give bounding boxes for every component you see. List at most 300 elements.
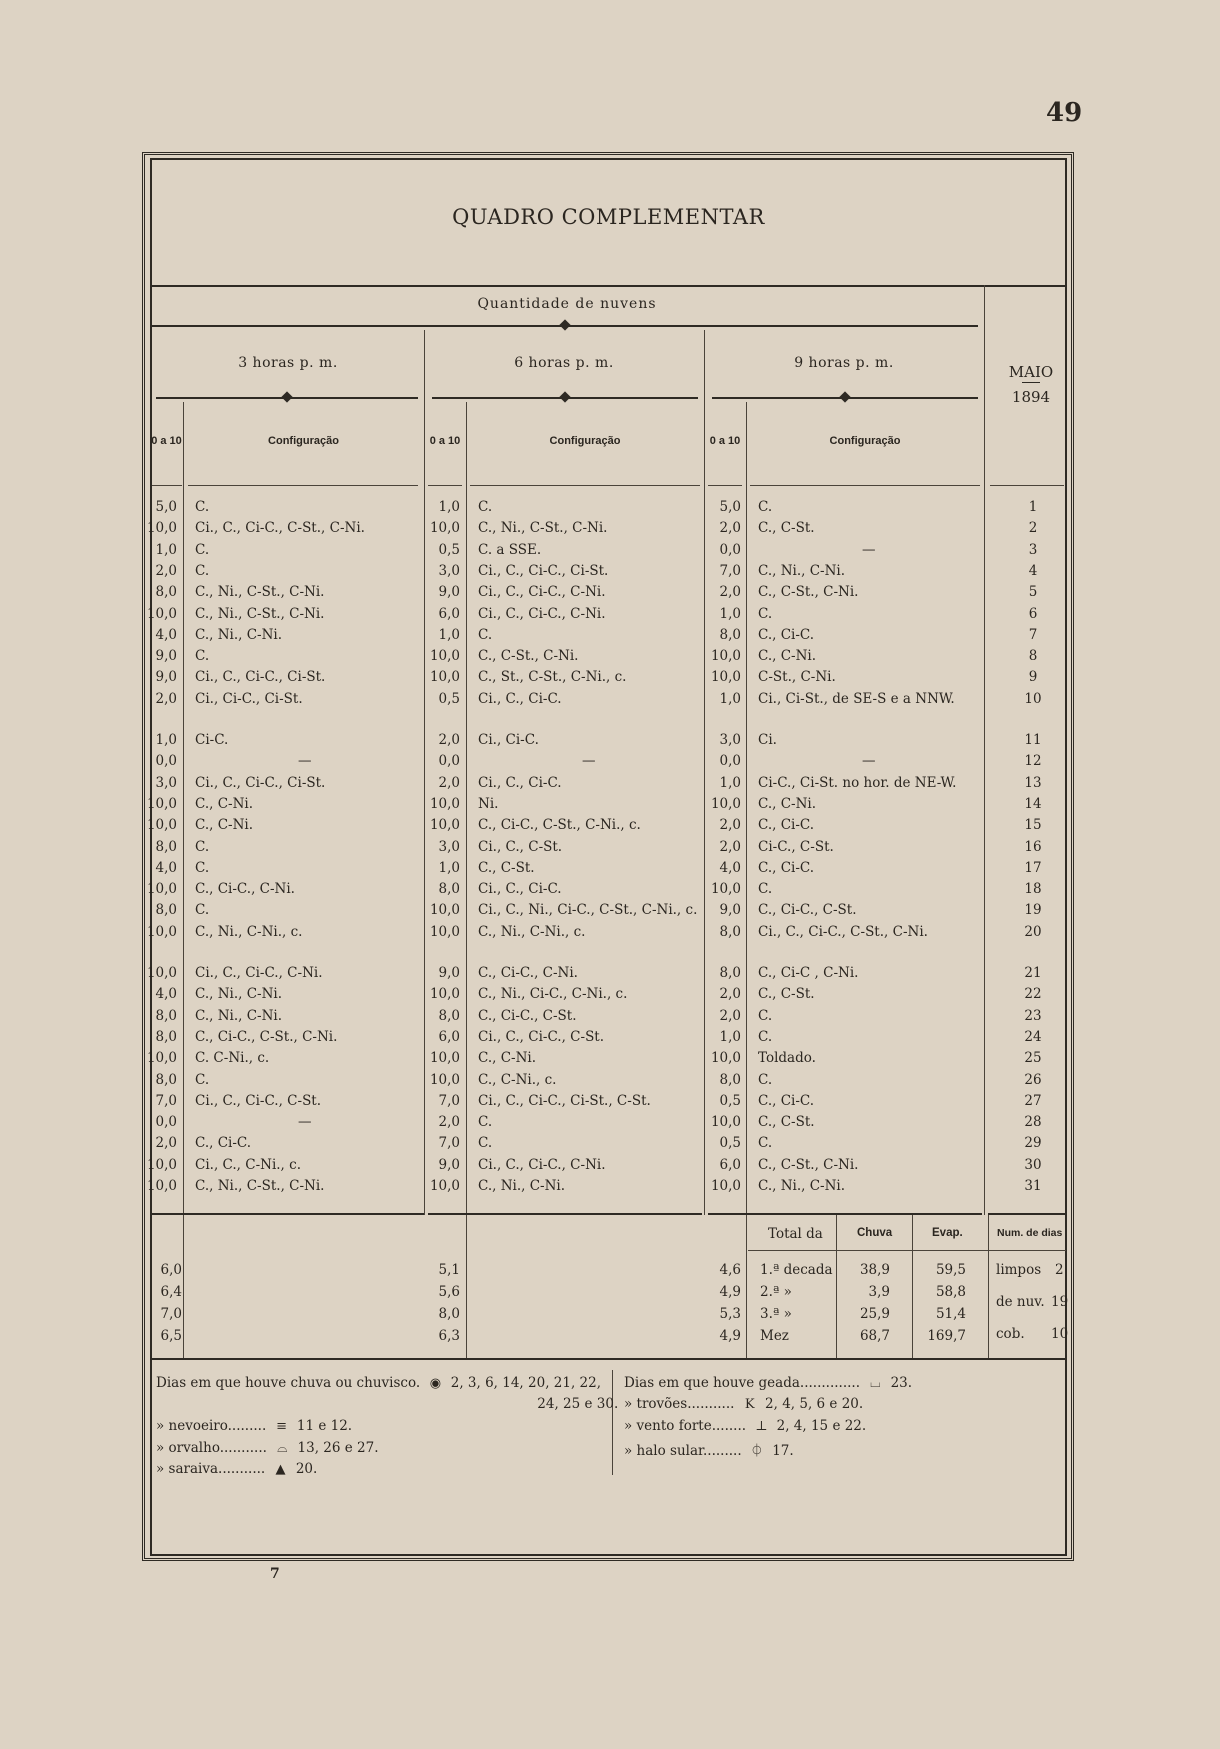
day-number: 15 — [1024, 817, 1042, 834]
cloud-3h-config: C., Ci-C., C-St., C-Ni. — [195, 1028, 338, 1045]
cloud-6h-config: Ci., C., Ci-C. — [478, 774, 562, 791]
cloud-3h-config: C., C-Ni. — [195, 817, 254, 834]
cloud-6h-value: 10,0 — [429, 902, 460, 919]
cloud-3h-config: Ci-C. — [195, 732, 229, 748]
page-number: 49 — [1046, 98, 1083, 128]
cloud-6h-value: 10,0 — [429, 795, 460, 812]
cloud-9h-config: C-St., C-Ni. — [758, 669, 836, 686]
cloud-6h-value: 2,0 — [438, 1114, 460, 1131]
total-3h-mean: 6,5 — [160, 1328, 182, 1344]
hour-header-3: 3 horas p. m. — [238, 355, 338, 371]
cloud-9h-config: C. — [758, 605, 773, 622]
cloud-9h-value: 1,0 — [719, 605, 741, 622]
total-3h-mean: 7,0 — [160, 1306, 182, 1322]
cloud-3h-value: 10,0 — [146, 795, 177, 812]
table-row — [0, 1133, 1220, 1154]
header-rule-a — [152, 485, 182, 486]
table-row — [0, 604, 1220, 625]
day-number: 29 — [1024, 1135, 1042, 1152]
table-row — [0, 1155, 1220, 1176]
total-period-label: 1.ª decada — [760, 1262, 833, 1278]
footer-line — [624, 1396, 863, 1412]
cloud-6h-value: 10,0 — [429, 648, 460, 665]
cloud-6h-value: 7,0 — [438, 1135, 460, 1152]
cloud-6h-config: Ci., C., Ci-C. — [478, 881, 562, 898]
cloud-3h-value: 4,0 — [155, 626, 177, 643]
cob-count: 10 — [1051, 1326, 1069, 1342]
weather-symbol-icon: ⊥ — [755, 1419, 768, 1434]
cloud-6h-value: 7,0 — [438, 1092, 460, 1109]
cloud-3h-config: C. — [195, 902, 210, 919]
day-number: 20 — [1024, 923, 1042, 940]
hour-brace-9 — [712, 395, 978, 400]
evap-header: Evap. — [932, 1227, 963, 1239]
cloud-3h-config: C. — [195, 648, 210, 665]
cloud-6h-value: 8,0 — [438, 1007, 460, 1024]
cloud-6h-config: C. — [478, 1114, 493, 1131]
cloud-9h-config: C., Ci-C. — [758, 859, 815, 876]
de-nuv-label: de nuv. — [996, 1294, 1045, 1310]
month-name: MAIO — [1008, 363, 1054, 381]
table-row — [0, 1048, 1220, 1069]
cloud-6h-value: 9,0 — [438, 1156, 460, 1173]
cloud-3h-config: — — [298, 753, 312, 770]
cloud-3h-value: 0,0 — [155, 1114, 177, 1131]
footer-phenomenon-label: » orvalho........... — [156, 1440, 267, 1456]
cloud-3h-config: C., C-Ni. — [195, 795, 254, 812]
cloud-3h-config: C., Ci-C. — [195, 1135, 252, 1152]
day-number: 4 — [1028, 562, 1038, 579]
cloud-3h-value: 1,0 — [155, 732, 177, 748]
header-top-rule — [150, 285, 1067, 287]
day-number: 13 — [1024, 774, 1042, 791]
day-number: 16 — [1024, 838, 1042, 855]
table-row — [0, 773, 1220, 794]
cloud-6h-value: 10,0 — [429, 1071, 460, 1088]
cloud-3h-value: 8,0 — [155, 902, 177, 919]
cloud-9h-config: C. — [758, 1071, 773, 1088]
day-number: 12 — [1024, 753, 1042, 770]
table-row — [0, 751, 1220, 772]
table-row — [0, 540, 1220, 561]
cloud-9h-config: Toldado. — [758, 1050, 816, 1067]
table-row — [0, 561, 1220, 582]
cloud-9h-value: 10,0 — [710, 669, 741, 686]
cloud-6h-value: 3,0 — [438, 562, 460, 579]
header-rule-d — [470, 485, 700, 486]
cloud-9h-value: 2,0 — [719, 584, 741, 601]
cloud-3h-config: Ci., C., Ci-C., Ci-St. — [195, 669, 326, 686]
totals-sep-3 — [746, 1215, 747, 1358]
cloud-3h-config: C. — [195, 562, 210, 579]
footer-divider — [612, 1370, 613, 1475]
cloud-9h-value: 10,0 — [710, 1178, 741, 1194]
cloud-3h-value: 0,0 — [155, 753, 177, 770]
cloud-3h-config: C. — [195, 499, 210, 515]
cloud-6h-value: 10,0 — [429, 923, 460, 940]
cloud-9h-config: C., C-St., C-Ni. — [758, 584, 859, 601]
cloud-3h-config: Ci., C., Ci-C., C-St. — [195, 1092, 322, 1109]
signature-mark: 7 — [270, 1566, 280, 1582]
header-rule-c — [428, 485, 462, 486]
cloud-9h-config: C., Ci-C. — [758, 626, 815, 643]
table-row — [0, 900, 1220, 921]
cloud-9h-value: 8,0 — [719, 965, 741, 981]
totals-rule-month — [988, 1213, 1066, 1215]
cloud-6h-config: C., Ci-C., C-St., C-Ni., c. — [478, 817, 641, 834]
cloud-3h-config: C., Ni., C-St., C-Ni. — [195, 605, 325, 622]
total-chuva-value: 68,7 — [859, 1328, 890, 1344]
cloud-9h-value: 2,0 — [719, 838, 741, 855]
total-6h-mean: 8,0 — [438, 1306, 460, 1322]
cloud-3h-value: 8,0 — [155, 1028, 177, 1045]
footer-days: 2, 4, 15 e 22. — [776, 1418, 867, 1434]
footer-line — [156, 1375, 601, 1391]
table-row — [0, 1027, 1220, 1048]
cloud-3h-config: C. — [195, 541, 210, 558]
cloud-6h-value: 0,0 — [438, 753, 460, 770]
cloud-3h-config: — — [298, 1114, 312, 1131]
cloud-3h-value: 1,0 — [155, 541, 177, 558]
footer-line — [624, 1440, 794, 1459]
totals-header-rule — [748, 1250, 1066, 1251]
cloud-9h-value: 0,0 — [719, 541, 741, 558]
weather-symbol-icon: ⌓ — [277, 1441, 288, 1456]
table-row — [0, 582, 1220, 603]
cloud-3h-config: C., Ni., C-St., C-Ni. — [195, 584, 325, 601]
cloud-9h-value: 1,0 — [719, 1028, 741, 1045]
cloud-9h-value: 10,0 — [710, 648, 741, 665]
totals-rule-9 — [708, 1213, 982, 1215]
table-row — [0, 689, 1220, 710]
table-row — [0, 1070, 1220, 1091]
total-chuva-value: 25,9 — [859, 1306, 890, 1322]
de-nuv-count: 19 — [1051, 1294, 1069, 1310]
cloud-9h-value: 2,0 — [719, 520, 741, 537]
footer-top-rule — [150, 1358, 1067, 1360]
table-row — [0, 730, 1220, 751]
config-header-9: Configuração — [829, 435, 901, 447]
cloud-3h-config: C., Ni., C-Ni. — [195, 986, 283, 1003]
limpos-count: 2 — [1055, 1262, 1064, 1278]
cloud-6h-config: C., St., C-St., C-Ni., c. — [478, 669, 627, 686]
table-row — [0, 963, 1220, 984]
cloud-6h-value: 10,0 — [429, 986, 460, 1003]
table-row — [0, 646, 1220, 667]
cloud-3h-value: 10,0 — [146, 1178, 177, 1194]
day-number: 27 — [1024, 1092, 1042, 1109]
cloud-6h-config: Ci., Ci-C. — [478, 732, 539, 748]
day-number: 1 — [1028, 499, 1038, 515]
cloud-3h-value: 8,0 — [155, 838, 177, 855]
cloud-6h-value: 9,0 — [438, 584, 460, 601]
total-9h-mean: 4,9 — [719, 1284, 741, 1300]
cloud-6h-config: C., C-St. — [478, 859, 535, 876]
cloud-6h-config: C., Ci-C., C-Ni. — [478, 965, 578, 981]
table-row — [0, 1091, 1220, 1112]
hour-brace-3 — [156, 395, 418, 400]
cloud-9h-config: — — [862, 541, 876, 558]
footer-phenomenon-label: » saraiva........... — [156, 1461, 266, 1477]
cloud-9h-config: — — [862, 753, 876, 770]
cloud-6h-config: C. a SSE. — [478, 541, 542, 558]
cloud-9h-config: Ci-C., Ci-St. no hor. de NE-W. — [758, 774, 957, 791]
limpos-label: limpos — [996, 1262, 1042, 1278]
total-9h-mean: 5,3 — [719, 1306, 741, 1322]
total-3h-mean: 6,0 — [160, 1262, 182, 1278]
cloud-3h-value: 9,0 — [155, 648, 177, 665]
totals-rule-6 — [428, 1213, 702, 1215]
cloud-9h-config: C., Ci-C., C-St. — [758, 902, 857, 919]
footer-days: 17. — [772, 1443, 794, 1459]
footer-days: 24, 25 e 30. — [537, 1396, 619, 1412]
total-6h-mean: 5,6 — [438, 1284, 460, 1300]
day-number: 23 — [1024, 1007, 1042, 1024]
cloud-3h-config: C., Ni., C-Ni., c. — [195, 923, 303, 940]
cloud-9h-value: 8,0 — [719, 923, 741, 940]
day-number: 2 — [1028, 520, 1038, 537]
cloud-3h-config: C. — [195, 1071, 210, 1088]
cloud-9h-value: 2,0 — [719, 817, 741, 834]
cloud-6h-config: C., C-Ni. — [478, 1050, 537, 1067]
cloud-3h-value: 2,0 — [155, 1135, 177, 1152]
total-evap-value: 169,7 — [927, 1328, 966, 1344]
cloud-6h-config: Ci., C., Ci-C., C-Ni. — [478, 1156, 606, 1173]
total-9h-mean: 4,6 — [719, 1262, 741, 1278]
totals-sep-5 — [912, 1215, 913, 1358]
cloud-6h-value: 10,0 — [429, 520, 460, 537]
cloud-9h-value: 10,0 — [710, 795, 741, 812]
weather-symbol-icon: ≡ — [276, 1419, 288, 1434]
cloud-6h-config: Ci., C., Ci-C., Ci-St., C-St. — [478, 1092, 651, 1109]
cloud-9h-value: 0,5 — [719, 1135, 741, 1152]
weather-symbol-icon: K — [744, 1397, 755, 1412]
day-number: 19 — [1024, 902, 1042, 919]
footer-phenomenon-label: » nevoeiro......... — [156, 1418, 267, 1434]
year: 1894 — [1011, 388, 1051, 406]
day-number: 24 — [1024, 1028, 1042, 1045]
cloud-9h-config: C., Ci-C , C-Ni. — [758, 965, 859, 981]
table-row — [0, 837, 1220, 858]
table-row — [0, 1006, 1220, 1027]
cloud-3h-value: 10,0 — [146, 520, 177, 537]
cloud-6h-config: C., C-Ni., c. — [478, 1071, 557, 1088]
table-row — [0, 879, 1220, 900]
cloud-6h-config: — — [582, 753, 596, 770]
table-row — [0, 667, 1220, 688]
total-evap-value: 58,8 — [935, 1284, 966, 1300]
cloud-6h-value: 6,0 — [438, 1028, 460, 1045]
cloud-6h-value: 2,0 — [438, 774, 460, 791]
weather-symbol-icon: ⌴ — [870, 1376, 881, 1391]
header-quantity-brace — [152, 323, 978, 328]
day-number: 21 — [1024, 965, 1042, 981]
table-row — [0, 625, 1220, 646]
day-number: 9 — [1028, 669, 1038, 686]
footer-days: 11 e 12. — [296, 1418, 353, 1434]
cloud-6h-value: 1,0 — [438, 626, 460, 643]
cloud-3h-value: 10,0 — [146, 1156, 177, 1173]
footer-days: 13, 26 e 27. — [297, 1440, 379, 1456]
cloud-9h-value: 0,5 — [719, 1092, 741, 1109]
cloud-6h-config: C., Ni., Ci-C., C-Ni., c. — [478, 986, 628, 1003]
cloud-9h-config: C., Ci-C. — [758, 1092, 815, 1109]
cloud-3h-config: C. — [195, 859, 210, 876]
table-row — [0, 984, 1220, 1005]
cloud-3h-value: 2,0 — [155, 562, 177, 579]
cloud-9h-value: 5,0 — [719, 499, 741, 515]
total-6h-mean: 5,1 — [438, 1262, 460, 1278]
cloud-9h-config: C. — [758, 499, 773, 515]
cloud-3h-value: 5,0 — [155, 499, 177, 515]
hour-brace-6 — [432, 395, 698, 400]
day-number: 28 — [1024, 1114, 1042, 1131]
cloud-3h-config: C., Ni., C-Ni. — [195, 626, 283, 643]
cloud-3h-value: 4,0 — [155, 859, 177, 876]
cloud-6h-config: Ci., C., C-St. — [478, 838, 563, 855]
table-row — [0, 858, 1220, 879]
day-number: 26 — [1024, 1071, 1042, 1088]
cloud-6h-config: Ci., C., Ci-C., C-Ni. — [478, 584, 606, 601]
totals-sep-1 — [183, 1215, 184, 1358]
footer-phenomenon-label: » vento forte........ — [624, 1418, 747, 1434]
cloud-9h-value: 10,0 — [710, 1050, 741, 1067]
cloud-3h-config: C., Ni., C-St., C-Ni. — [195, 1178, 325, 1194]
cloud-3h-value: 4,0 — [155, 986, 177, 1003]
cloud-6h-config: C., Ni., C-St., C-Ni. — [478, 520, 608, 537]
weather-symbol-icon: ⏀ — [750, 1444, 764, 1459]
page-title: QUADRO COMPLEMENTAR — [452, 205, 765, 229]
cloud-9h-value: 1,0 — [719, 774, 741, 791]
cloud-9h-value: 6,0 — [719, 1156, 741, 1173]
total-evap-value: 59,5 — [935, 1262, 966, 1278]
header-rule-g — [990, 485, 1064, 486]
cloud-6h-value: 1,0 — [438, 859, 460, 876]
cloud-6h-config: Ci., C., Ci-C., C-Ni. — [478, 605, 606, 622]
cloud-6h-config: C., Ci-C., C-St. — [478, 1007, 577, 1024]
totals-sep-4 — [836, 1215, 837, 1358]
cloud-6h-value: 10,0 — [429, 669, 460, 686]
cloud-9h-value: 2,0 — [719, 1007, 741, 1024]
weather-symbol-icon: ▲ — [275, 1462, 286, 1477]
footer-phenomenon-label: » halo sular......... — [624, 1443, 742, 1459]
cloud-3h-config: C. — [195, 838, 210, 855]
cloud-6h-value: 3,0 — [438, 838, 460, 855]
cloud-3h-config: Ci., C., C-Ni., c. — [195, 1156, 301, 1173]
cloud-6h-config: C. — [478, 626, 493, 643]
cloud-6h-value: 10,0 — [429, 1178, 460, 1194]
cloud-6h-value: 1,0 — [438, 499, 460, 515]
table-row — [0, 1176, 1220, 1197]
cloud-3h-config: Ci., C., Ci-C., C-St., C-Ni. — [195, 520, 365, 537]
day-number: 22 — [1024, 986, 1042, 1003]
header-rule-f — [750, 485, 980, 486]
cloud-9h-config: C., Ni., C-Ni. — [758, 1178, 846, 1194]
cloud-9h-value: 7,0 — [719, 562, 741, 579]
cloud-9h-config: C., C-St. — [758, 520, 815, 537]
total-da-header: Total da — [768, 1226, 823, 1242]
cloud-6h-config: C. — [478, 1135, 493, 1152]
totals-rule-3 — [152, 1213, 424, 1215]
total-period-label: 2.ª » — [760, 1284, 792, 1300]
header-rule-e — [708, 485, 742, 486]
hour-header-6: 6 horas p. m. — [514, 355, 614, 371]
cloud-3h-config: C. C-Ni., c. — [195, 1050, 270, 1067]
day-number: 11 — [1024, 732, 1042, 748]
cloud-9h-config: C., C-St. — [758, 986, 815, 1003]
day-number: 14 — [1024, 795, 1042, 812]
day-number: 18 — [1024, 881, 1042, 898]
header-rule-b — [188, 485, 418, 486]
footer-phenomenon-label: Dias em que houve chuva ou chuvisco. — [156, 1375, 421, 1391]
cloud-3h-value: 10,0 — [146, 605, 177, 622]
cloud-9h-config: Ci-C., C-St. — [758, 838, 834, 855]
day-number: 30 — [1024, 1156, 1042, 1173]
day-number: 8 — [1028, 648, 1038, 665]
cloud-3h-value: 9,0 — [155, 669, 177, 686]
cloud-3h-value: 10,0 — [146, 1050, 177, 1067]
total-chuva-value: 38,9 — [859, 1262, 890, 1278]
table-row — [0, 922, 1220, 943]
cloud-9h-config: C., C-Ni. — [758, 795, 817, 812]
totals-sep-6 — [988, 1215, 989, 1358]
cloud-9h-config: C. — [758, 1007, 773, 1024]
cloud-9h-config: C. — [758, 1135, 773, 1152]
cloud-6h-value: 0,5 — [438, 690, 460, 707]
footer-line — [511, 1396, 618, 1412]
num-dias-header: Num. de dias — [997, 1227, 1063, 1239]
day-number: 10 — [1024, 690, 1042, 707]
cloud-9h-config: C., C-Ni. — [758, 648, 817, 665]
day-number: 6 — [1028, 605, 1038, 622]
cloud-9h-value: 4,0 — [719, 859, 741, 876]
cloud-6h-value: 10,0 — [429, 817, 460, 834]
footer-line — [156, 1461, 317, 1477]
day-number: 31 — [1024, 1178, 1042, 1194]
cloud-6h-value: 6,0 — [438, 605, 460, 622]
day-number: 7 — [1028, 626, 1038, 643]
footer-phenomenon-label: Dias em que houve geada.............. — [624, 1375, 860, 1391]
config-header-3: Configuração — [268, 435, 339, 447]
footer-phenomenon-label: » trovões........... — [624, 1396, 735, 1412]
month-label — [994, 358, 1068, 411]
cloud-3h-config: Ci., C., Ci-C., C-Ni. — [195, 965, 323, 981]
cloud-9h-value: 10,0 — [710, 881, 741, 898]
cloud-6h-config: C., C-St., C-Ni. — [478, 648, 579, 665]
cloud-6h-config: Ci., C., Ci-C. — [478, 690, 562, 707]
scale-header-9: 0 a 10 — [709, 435, 741, 447]
scale-header-3: 0 a 10 — [151, 435, 182, 447]
table-row — [0, 518, 1220, 539]
table-row — [0, 1112, 1220, 1133]
footer-days: 23. — [890, 1375, 913, 1391]
cloud-3h-value: 10,0 — [146, 923, 177, 940]
scale-header-6: 0 a 10 — [429, 435, 461, 447]
cloud-6h-config: Ci., C., Ci-C., C-St. — [478, 1028, 605, 1045]
cloud-6h-value: 10,0 — [429, 1050, 460, 1067]
cloud-9h-config: Ci., C., Ci-C., C-St., C-Ni. — [758, 923, 928, 940]
cloud-6h-value: 0,5 — [438, 541, 460, 558]
total-chuva-value: 3,9 — [868, 1284, 890, 1300]
table-row — [0, 497, 1220, 518]
cloud-6h-value: 8,0 — [438, 881, 460, 898]
cloud-9h-value: 9,0 — [719, 902, 741, 919]
cloud-9h-value: 8,0 — [719, 1071, 741, 1088]
cloud-6h-config: Ci., C., Ci-C., Ci-St. — [478, 562, 609, 579]
cloud-9h-value: 0,0 — [719, 753, 741, 770]
table-row — [0, 794, 1220, 815]
cloud-3h-value: 10,0 — [146, 881, 177, 898]
